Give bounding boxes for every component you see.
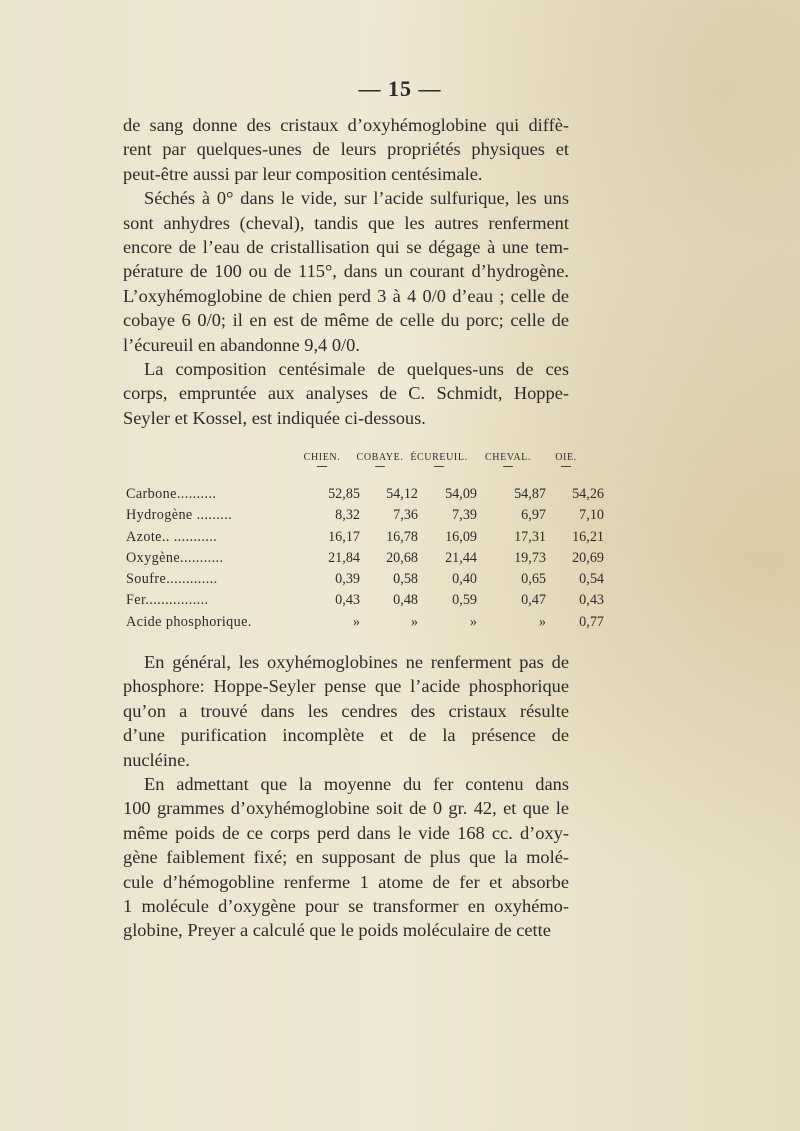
row-label: Hydrogène ......... — [126, 507, 233, 524]
table-cell: 0,58 — [393, 571, 418, 588]
table-cell: 54,26 — [572, 486, 604, 502]
header-dash — [434, 466, 444, 467]
table-cell: 16,17 — [328, 528, 360, 545]
column-header: OIE. — [555, 452, 577, 463]
table-cell: 21,84 — [328, 549, 360, 566]
text-line: pérature de 100 ou de 115°, dans un courant d’hydrogène. — [123, 261, 569, 282]
table-cell: 19,73 — [514, 549, 546, 566]
composition-table — [126, 452, 604, 635]
table-body — [126, 486, 604, 635]
text-line: d’une purification incomplète et de la présence de — [123, 725, 569, 746]
table-cell: » — [469, 613, 477, 630]
table-cell: » — [538, 613, 546, 630]
table-row — [126, 528, 604, 550]
table-row — [126, 571, 604, 592]
text-line: rent par quelques-unes de leurs propriétés physiques et — [123, 139, 569, 160]
row-label: Fer................ — [126, 592, 209, 609]
table-cell: 52,85 — [328, 486, 360, 502]
table-cell: 54,12 — [386, 486, 418, 502]
table-row — [126, 613, 604, 635]
text-line: cobaye 6 0/0; il en est de même de celle du porc; celle de — [123, 310, 569, 331]
table-row — [126, 592, 604, 613]
table-cell: » — [410, 613, 418, 630]
text-line: 100 grammes d’oxyhémoglobine soit de 0 gr. 42, et que le — [123, 798, 569, 819]
table-row — [126, 549, 604, 571]
table-cell: 20,69 — [572, 549, 604, 566]
header-dash — [503, 466, 513, 467]
text-line: Seyler et Kossel, est indiquée ci-dessous. — [123, 407, 426, 428]
text-line: cule d’hémogobline renferme 1 atome de fer et absorbe — [123, 871, 569, 892]
text-line: nucléine. — [123, 749, 190, 770]
table-cell: 20,68 — [386, 549, 418, 566]
table-cell: 54,87 — [514, 486, 546, 502]
table-cell: » — [352, 613, 360, 630]
table-cell: 16,78 — [386, 528, 418, 545]
table-cell: 54,09 — [445, 486, 477, 502]
text-line: de sang donne des cristaux d’oxyhémoglobine qui diffè- — [123, 115, 569, 135]
column-header: CHEVAL. — [485, 452, 531, 463]
table-cell: 0,65 — [521, 571, 546, 588]
table-cell: 8,32 — [335, 507, 360, 524]
text-line: peut-être aussi par leur composition centésimale. — [123, 163, 483, 184]
header-dash — [561, 466, 571, 467]
table-cell: 16,09 — [445, 528, 477, 545]
row-label: Soufre............. — [126, 571, 218, 588]
text-line: qu’on a trouvé dans les cendres des cristaux résulte — [123, 700, 569, 721]
text-line: L’oxyhémoglobine de chien perd 3 à 4 0/0 d’eau ; celle de — [123, 285, 569, 306]
table-cell: 0,39 — [335, 571, 360, 588]
text-line: phosphore: Hoppe-Seyler pense que l’acide phosphorique — [123, 676, 569, 697]
table-cell: 0,77 — [579, 613, 604, 630]
table-header — [126, 452, 577, 486]
table-cell: 0,48 — [393, 592, 418, 609]
header-dash — [317, 466, 327, 467]
text-line: encore de l’eau de cristallisation qui se dégage à une tem- — [123, 237, 569, 258]
table-row — [126, 486, 604, 507]
page-number: — 15 — — [358, 76, 442, 101]
table-row — [126, 507, 604, 528]
table-cell: 0,43 — [335, 592, 360, 609]
table-cell: 21,44 — [445, 549, 477, 566]
text-line: sont anhydres (cheval), tandis que les autres renferment — [123, 212, 569, 233]
header-dash — [375, 466, 385, 467]
column-header: ÉCUREUIL. — [410, 452, 468, 463]
table-cell: 7,39 — [452, 507, 477, 524]
table-cell: 7,10 — [579, 507, 604, 524]
table-cell: 6,97 — [521, 507, 546, 524]
paragraph-1 — [123, 113, 569, 430]
column-header: COBAYE. — [356, 452, 404, 463]
text-line: corps, empruntée aux analyses de C. Schmidt, Hoppe- — [123, 383, 569, 404]
table-cell: 7,36 — [393, 507, 418, 524]
text-line: globine, Preyer a calculé que le poids moléculaire de cette — [123, 920, 551, 941]
text-line: En admettant que la moyenne du fer contenu dans — [144, 774, 569, 795]
table-cell: 17,31 — [514, 528, 546, 545]
table-cell: 16,21 — [572, 528, 604, 545]
row-label: Acide phosphorique. — [126, 613, 252, 630]
table-cell: 0,43 — [579, 592, 604, 609]
text-line: même poids de ce corps perd dans le vide 168 cc. d’oxy- — [123, 822, 569, 843]
row-label: Carbone.......... — [126, 486, 217, 502]
text-line: gène faiblement fixé; en supposant de plus que la molé- — [123, 847, 569, 868]
table-cell: 0,47 — [521, 592, 546, 609]
text-line: 1 molécule d’oxygène pour se transformer en oxyhémo- — [123, 896, 569, 917]
column-header: CHIEN. — [303, 452, 341, 463]
row-label: Oxygène........... — [126, 549, 224, 566]
text-line: l’écureuil en abandonne 9,4 0/0. — [123, 334, 360, 355]
paragraph-2 — [123, 650, 569, 943]
text-line: La composition centésimale de quelques-uns de ces — [144, 359, 569, 380]
table-cell: 0,40 — [452, 571, 477, 588]
row-label: Azote.. ........... — [126, 528, 218, 545]
text-line: Séchés à 0° dans le vide, sur l’acide sulfurique, les uns — [144, 188, 569, 209]
table-cell: 0,54 — [579, 571, 604, 588]
text-line: En général, les oxyhémoglobines ne renferment pas de — [144, 652, 569, 672]
table-cell: 0,59 — [452, 592, 477, 609]
